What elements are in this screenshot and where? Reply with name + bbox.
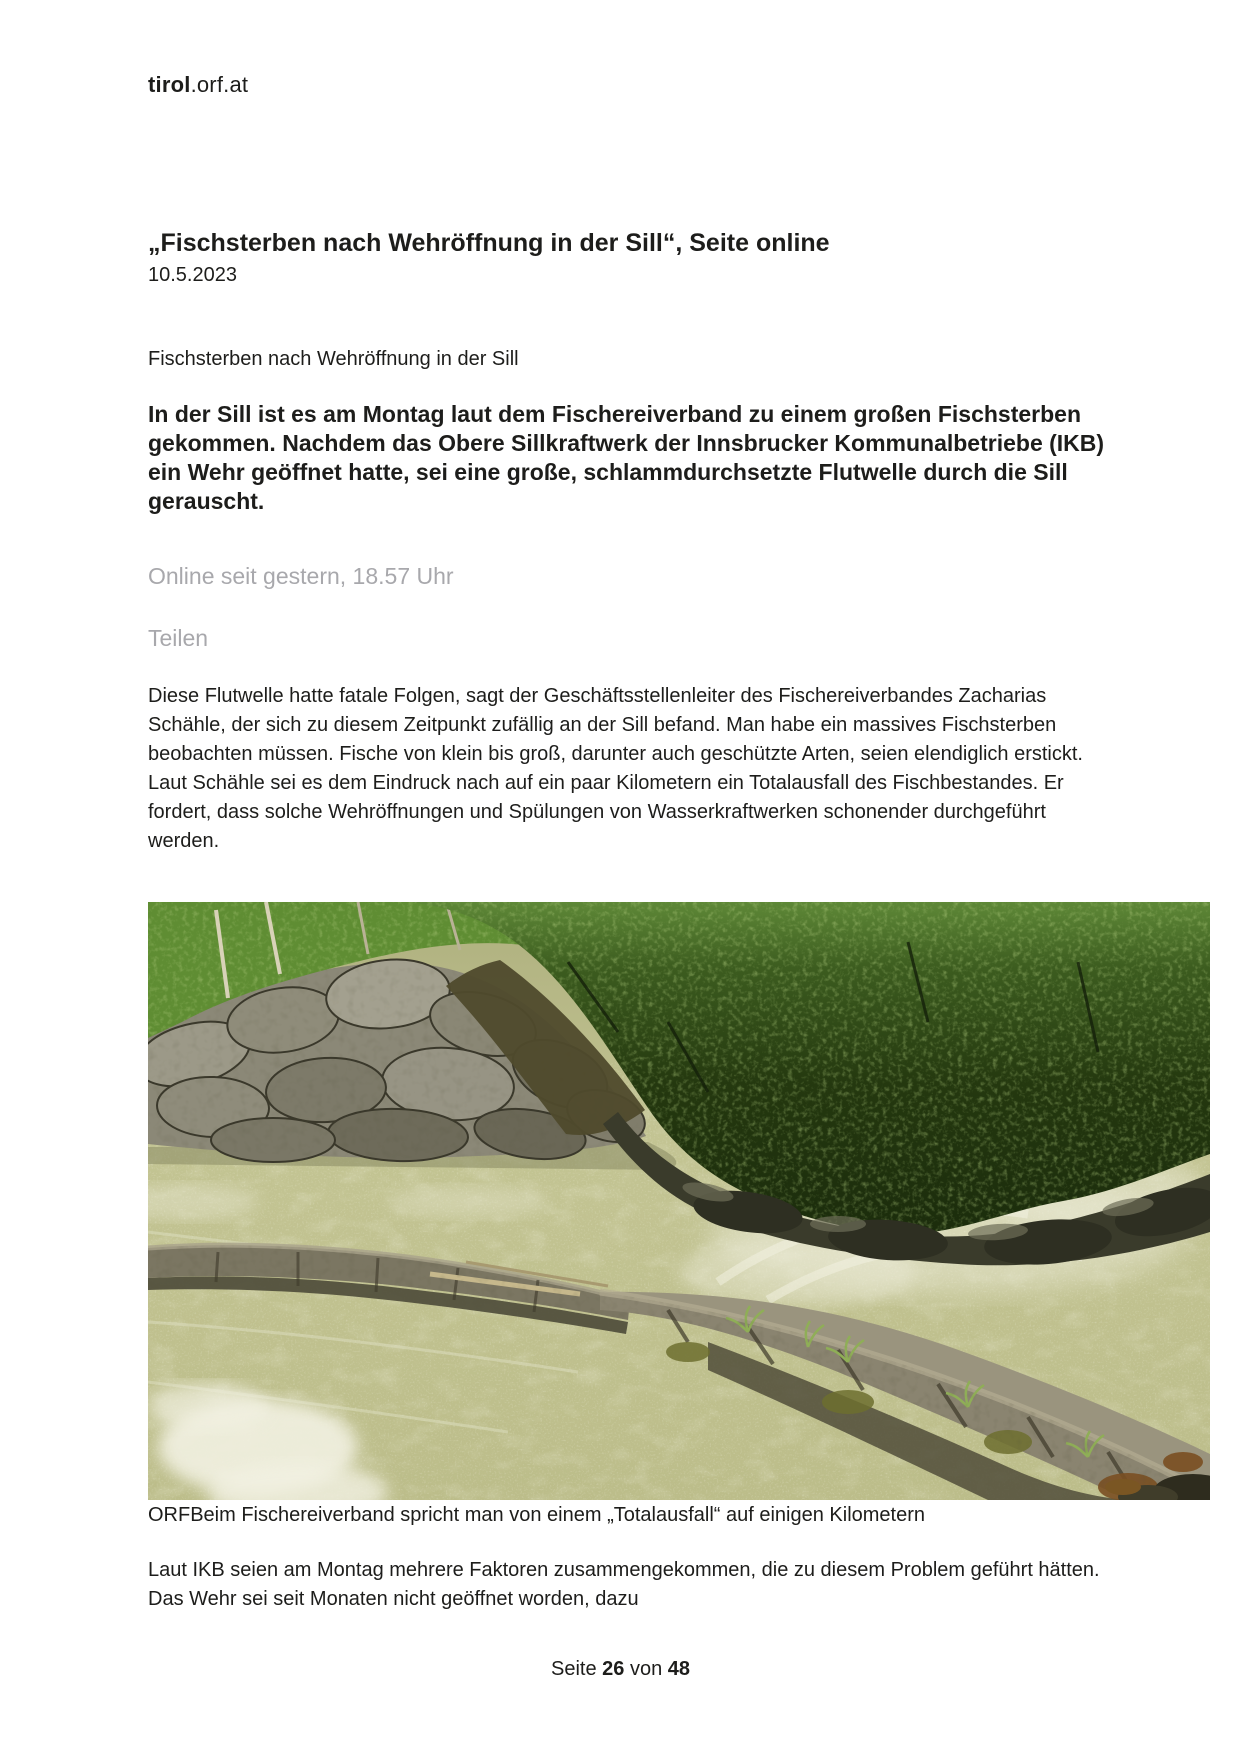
share-button[interactable]: Teilen xyxy=(148,625,209,651)
article-figure xyxy=(148,902,1210,1500)
page-footer xyxy=(0,1658,1241,1681)
figure-caption xyxy=(148,1504,1148,1527)
article-online-since: Online seit gestern, 18.57 Uhr xyxy=(148,563,454,589)
footer-page-total: 48 xyxy=(667,1658,691,1680)
article-paragraph-1: Diese Flutwelle hatte fatale Folgen, sagt der Geschäftsstellenleiter des Fischereiverbandes Zacharias Schähle, der sich zu diesem Zeitpunkt zufällig an der Sill befand. Man habe ein massives Fischsterben beobachten müssen. Fische von klein bis groß, darunter auch geschützte Arten, seien elendiglich erstickt. Laut Schähle sei es dem Eindruck nach auf ein paar Kilometern ein Totalausfall des Fischbestandes. Er fordert, dass solche Wehröffnungen und Spülungen von Wasserkraftwerken schonender durchgeführt werden. xyxy=(148,685,1083,852)
page-date: 10.5.2023 xyxy=(148,264,237,286)
footer-page-current: 26 xyxy=(602,1658,625,1680)
site-brand-rest: .orf.at xyxy=(190,72,249,97)
site-brand xyxy=(148,72,248,98)
photo-credit: ORF xyxy=(148,1504,191,1526)
caption-text: Beim Fischereiverband spricht man von einem „Totalausfall“ auf einigen Kilometern xyxy=(190,1504,926,1526)
river-photo-illustration xyxy=(148,902,1210,1500)
site-brand-bold: tirol xyxy=(148,72,191,97)
footer-label-page: Seite xyxy=(550,1658,597,1680)
page-title: „Fischsterben nach Wehröffnung in der Sill“, Seite online xyxy=(148,229,830,257)
article-kicker: Fischsterben nach Wehröffnung in der Sill xyxy=(148,348,519,370)
article-paragraph-2: Laut IKB seien am Montag mehrere Faktoren zusammengekommen, die zu diesem Problem geführt hätten. Das Wehr sei seit Monaten nicht geöffnet worden, dazu xyxy=(148,1559,1100,1610)
footer-label-of: von xyxy=(629,1658,663,1680)
article-lede: In der Sill ist es am Montag laut dem Fischereiverband zu einem großen Fischsterben gekommen. Nachdem das Obere Sillkraftwerk der Innsbrucker Kommunalbetriebe (IKB) ein Wehr geöffnet hatte, sei eine große, schlammdurchsetzte Flutwelle durch die Sill gerauscht. xyxy=(148,401,1105,514)
